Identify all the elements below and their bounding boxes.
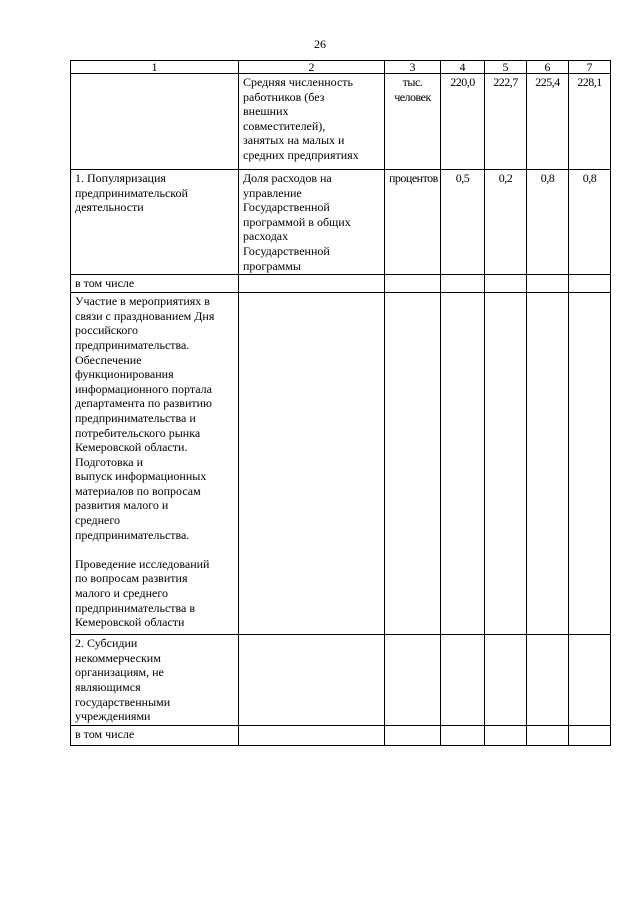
- value-cell: [485, 275, 527, 293]
- value-cell: [569, 725, 611, 745]
- column-number: 7: [569, 61, 611, 74]
- value-cell: [441, 635, 485, 726]
- column-number: 6: [527, 61, 569, 74]
- value-cell: 220,0: [441, 74, 485, 170]
- value-cell: [569, 635, 611, 726]
- value-cell: 222,7: [485, 74, 527, 170]
- event-cell: Участие в мероприятиях в связи с празднованием Дня российского предпринимательства. Обеспечение функционирования информационного портала департамента по развитию предпринимательства и потребительского рынка Кемеровской области. Подготовка и выпуск информационных материалов по вопросам развития малого и среднего предпринимательства. Проведение исследований по вопросам развития малого и среднего предпринимательства в Кемеровской области: [71, 293, 239, 635]
- value-cell: [527, 293, 569, 635]
- column-number-row: [71, 61, 611, 74]
- page-number: 26: [314, 37, 326, 51]
- event-cell: [71, 74, 239, 170]
- column-number: 2: [239, 61, 385, 74]
- column-number: 3: [385, 61, 441, 74]
- table-row: [71, 725, 611, 745]
- value-cell: 0,8: [527, 170, 569, 275]
- event-cell: 2. Субсидии некоммерческим организациям, не являющимся государственными учреждениями: [71, 635, 239, 726]
- value-cell: [527, 275, 569, 293]
- indicator-cell: Доля расходов на управление Государственной программой в общих расходах Государственной программы: [239, 170, 385, 275]
- indicator-cell: [239, 635, 385, 726]
- event-cell: в том числе: [71, 275, 239, 293]
- unit-cell: [385, 293, 441, 635]
- column-number: 5: [485, 61, 527, 74]
- value-cell: [569, 275, 611, 293]
- column-number: 4: [441, 61, 485, 74]
- indicator-cell: [239, 275, 385, 293]
- table-row: [71, 635, 611, 726]
- unit-cell: процентов: [385, 170, 441, 275]
- indicators-table: [70, 60, 611, 746]
- value-cell: [485, 635, 527, 726]
- value-cell: 0,5: [441, 170, 485, 275]
- value-cell: [527, 725, 569, 745]
- table-row: [71, 74, 611, 170]
- value-cell: [441, 293, 485, 635]
- value-cell: [485, 725, 527, 745]
- value-cell: [569, 293, 611, 635]
- value-cell: [441, 275, 485, 293]
- event-cell: 1. Популяризация предпринимательской деятельности: [71, 170, 239, 275]
- value-cell: 225,4: [527, 74, 569, 170]
- indicator-cell: [239, 293, 385, 635]
- unit-cell: [385, 725, 441, 745]
- table-row: [71, 170, 611, 275]
- unit-cell: [385, 275, 441, 293]
- event-cell: в том числе: [71, 725, 239, 745]
- value-cell: 0,2: [485, 170, 527, 275]
- table-row: [71, 293, 611, 635]
- value-cell: [485, 293, 527, 635]
- value-cell: [527, 635, 569, 726]
- value-cell: 0,8: [569, 170, 611, 275]
- value-cell: [441, 725, 485, 745]
- table-row: [71, 275, 611, 293]
- unit-cell: тыс. человек: [385, 74, 441, 170]
- column-number: 1: [71, 61, 239, 74]
- indicator-cell: [239, 725, 385, 745]
- indicator-cell: Средняя численность работников (без внешних совместителей), занятых на малых и средних предприятиях: [239, 74, 385, 170]
- value-cell: 228,1: [569, 74, 611, 170]
- unit-cell: [385, 635, 441, 726]
